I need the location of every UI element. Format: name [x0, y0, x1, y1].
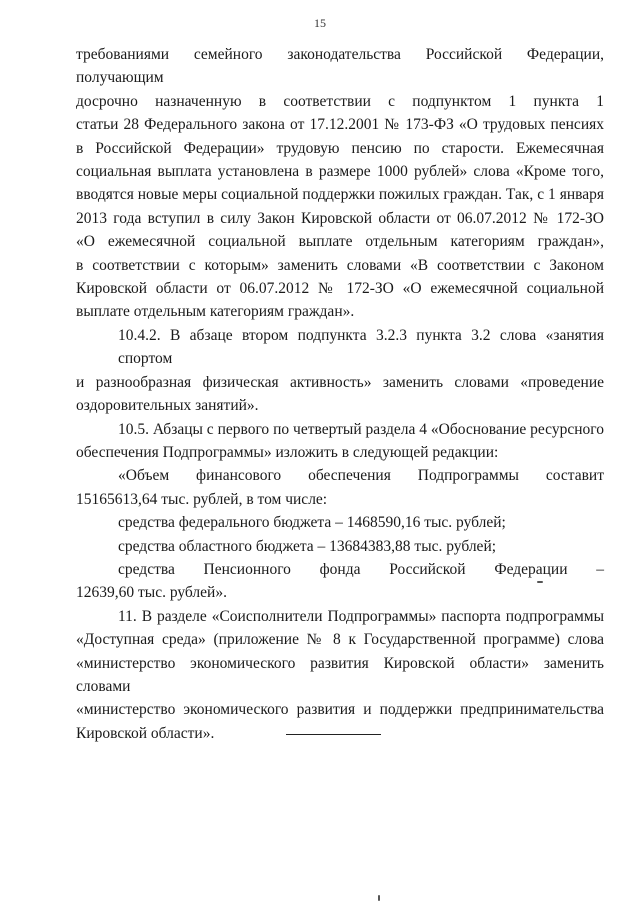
text-line: 15165613,64 тыс. рублей, в том числе: — [76, 490, 328, 508]
text-line: средства федерального бюджета – 1468590,16 тыс. рублей; — [118, 514, 506, 532]
text-line: в соответствии с которым» заменить словами «В соответствии с Законом — [76, 256, 604, 274]
text-line: статьи 28 Федерального закона от 17.12.2001 № 173-ФЗ «О трудовых пенсиях — [76, 116, 604, 134]
text-line: «министерство экономического развития и поддержки предпринимательства — [76, 701, 604, 719]
text-line: и разнообразная физическая активность» заменить словами «проведение — [76, 373, 604, 391]
text-line: «министерство экономического развития Кировской области» заменить словами — [76, 654, 604, 695]
text-line: Кировской области». — [76, 724, 215, 742]
scan-speck — [537, 581, 543, 583]
paragraph-1 — [76, 43, 604, 324]
paragraph-federal-budget — [76, 511, 604, 534]
text-line: обеспечения Подпрограммы» изложить в следующей редакции: — [76, 443, 499, 461]
text-line: «О ежемесячной социальной выплате отдельным категориям граждан», — [76, 233, 604, 251]
text-line: 10.4.2. В абзаце втором подпункта 3.2.3 пункта 3.2 слова «занятия спортом — [118, 326, 604, 368]
text-line: «Объем финансового обеспечения Подпрограммы составит — [118, 467, 604, 485]
scan-speck — [378, 895, 380, 901]
text-line: оздоровительных занятий». — [76, 397, 259, 415]
text-line: 10.5. Абзацы с первого по четвертый раздела 4 «Обоснование ресурсного — [118, 420, 604, 438]
paragraph-11 — [76, 605, 604, 745]
text-line: социальная выплата установлена в размере 1000 рублей» слова «Кроме того, — [76, 163, 604, 181]
paragraph-10-4-2 — [76, 324, 604, 418]
page-number: 15 — [314, 16, 326, 30]
text-line: вводятся новые меры социальной поддержки пожилых граждан. Так, с 1 января — [76, 186, 604, 204]
text-line: 11. В разделе «Соисполнители Подпрограммы» паспорта подпрограммы — [118, 607, 604, 625]
text-line: 2013 года вступил в силу Закон Кировской области от 06.07.2012 № 172-ЗО — [76, 209, 604, 227]
closing-divider-line — [286, 734, 381, 735]
paragraph-funding-volume — [76, 464, 604, 511]
paragraph-10-5 — [76, 418, 604, 465]
paragraph-regional-budget — [76, 535, 604, 558]
text-line: средства областного бюджета – 13684383,88 тыс. рублей; — [118, 537, 497, 555]
text-line: Кировской области от 06.07.2012 № 172-ЗО «О ежемесячной социальной — [76, 280, 604, 298]
text-line: выплате отдельным категориям граждан». — [76, 303, 355, 321]
text-line: требованиями семейного законодательства Российской Федерации, получающим — [76, 46, 604, 87]
text-line: в Российской Федерации» трудовую пенсию по старости. Ежемесячная — [76, 139, 604, 157]
paragraph-pension-fund — [76, 558, 604, 605]
text-line: средства Пенсионного фонда Российской Федерации – — [118, 560, 604, 578]
document-body — [76, 43, 604, 745]
text-line: 12639,60 тыс. рублей». — [76, 584, 227, 602]
text-line: досрочно назначенную в соответствии с подпунктом 1 пункта 1 — [76, 92, 604, 110]
text-line: «Доступная среда» (приложение № 8 к Государственной программе) слова — [76, 631, 604, 649]
